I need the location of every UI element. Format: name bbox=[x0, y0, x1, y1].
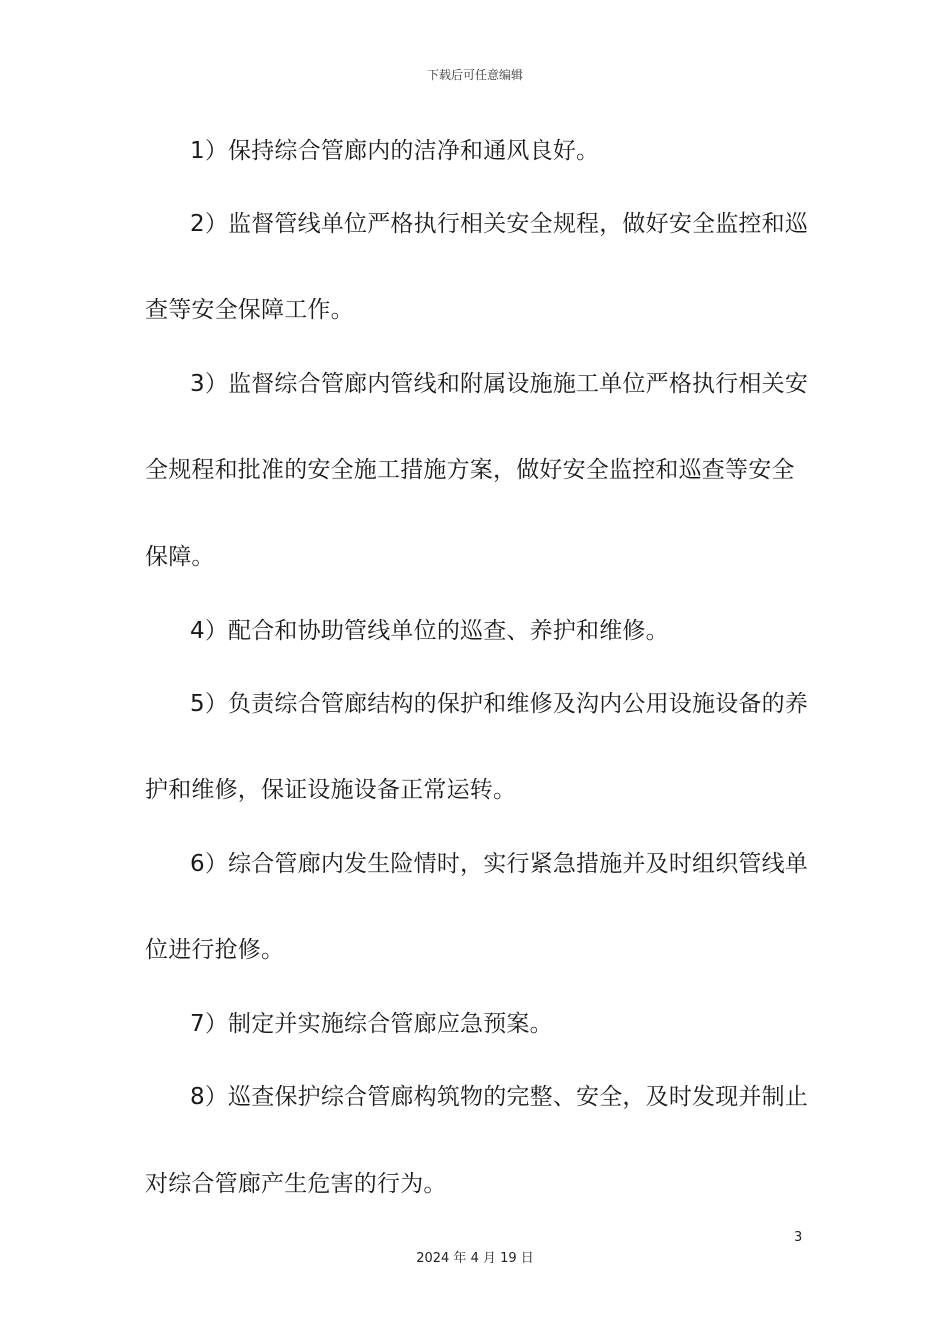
paragraph-line: 全规程和批准的安全施工措施方案，做好安全监控和巡查等安全 bbox=[145, 457, 795, 483]
paragraph-line: 2）监督管线单位严格执行相关安全规程，做好安全监控和巡 bbox=[190, 211, 809, 237]
paragraph-line: 4）配合和协助管线单位的巡查、养护和维修。 bbox=[190, 618, 669, 644]
paragraph-line: 对综合管廊产生危害的行为。 bbox=[145, 1171, 447, 1197]
page-header: 下载后可任意编辑 bbox=[426, 68, 523, 82]
paragraph-line: 位进行抢修。 bbox=[145, 937, 285, 963]
paragraph-line: 保障。 bbox=[145, 544, 215, 570]
paragraph-line: 7）制定并实施综合管廊应急预案。 bbox=[190, 1011, 553, 1037]
footer-date: 2024 年 4 月 19 日 bbox=[416, 1251, 534, 1266]
paragraph-line: 3）监督综合管廊内管线和附属设施施工单位严格执行相关安 bbox=[190, 371, 809, 397]
paragraph-line: 8）巡查保护综合管廊构筑物的完整、安全，及时发现并制止 bbox=[190, 1084, 809, 1110]
paragraph-line: 查等安全保障工作。 bbox=[145, 297, 354, 323]
paragraph-line: 1）保持综合管廊内的洁净和通风良好。 bbox=[190, 138, 600, 164]
paragraph-line: 5）负责综合管廊结构的保护和维修及沟内公用设施设备的养 bbox=[190, 691, 809, 717]
paragraph-line: 6）综合管廊内发生险情时，实行紧急措施并及时组织管线单 bbox=[190, 851, 809, 877]
paragraph-line: 护和维修，保证设施设备正常运转。 bbox=[145, 777, 517, 803]
page-number: 3 bbox=[794, 1230, 803, 1245]
